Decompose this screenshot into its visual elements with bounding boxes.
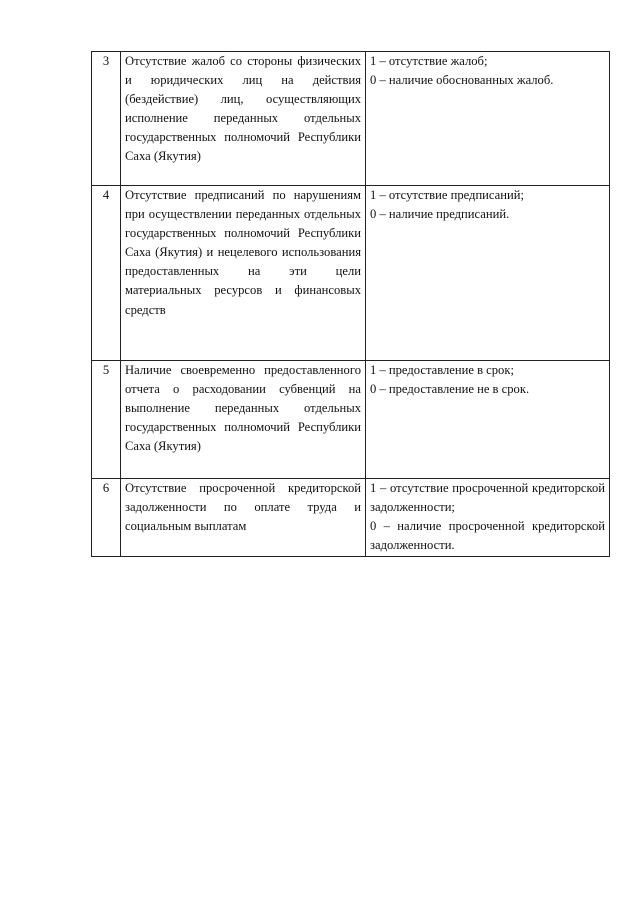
table-row bbox=[92, 361, 610, 479]
score-line: 1 – отсутствие жалоб; bbox=[370, 54, 488, 68]
row-number: 4 bbox=[92, 186, 121, 361]
table-row bbox=[92, 52, 610, 186]
score-line: 0 – наличие обоснованных жалоб. bbox=[370, 73, 554, 88]
score-cell bbox=[366, 479, 610, 557]
score-cell bbox=[366, 186, 610, 361]
table-row bbox=[92, 186, 610, 361]
criterion-description: Отсутствие просроченной кредиторской задолженности по оплате труда и социальным выплатам bbox=[121, 479, 366, 557]
score-line: 0 – наличие предписаний. bbox=[370, 207, 510, 222]
score-line: 1 – предоставление в срок; bbox=[370, 363, 514, 377]
criteria-table bbox=[91, 51, 610, 557]
score-cell bbox=[366, 52, 610, 186]
row-number: 5 bbox=[92, 361, 121, 479]
score-line: 1 – отсутствие просроченной кредиторской задолженности; bbox=[370, 481, 605, 515]
criterion-description: Отсутствие жалоб со стороны физических и юридических лиц на действия (бездействие) лиц, осуществляющих исполнение переданных отдельных государственных полномочий Республики Саха (Якутия) bbox=[121, 52, 366, 186]
table-row bbox=[92, 479, 610, 557]
score-cell bbox=[366, 361, 610, 479]
row-number: 3 bbox=[92, 52, 121, 186]
criterion-description: Отсутствие предписаний по нарушениям при осуществлении переданных отдельных государственных полномочий Республики Саха (Якутия) и нецелевого использования предоставленных на эти цели материальных ресурсов и финансовых средств bbox=[121, 186, 366, 361]
score-line: 0 – предоставление не в срок. bbox=[370, 382, 530, 397]
score-line: 0 – наличие просроченной кредиторской задолженности. bbox=[370, 519, 605, 553]
row-number: 6 bbox=[92, 479, 121, 557]
criterion-description: Наличие своевременно предоставленного отчета о расходовании субвенций на выполнение переданных отдельных государственных полномочий Республики Саха (Якутия) bbox=[121, 361, 366, 479]
score-line: 1 – отсутствие предписаний; bbox=[370, 188, 524, 202]
